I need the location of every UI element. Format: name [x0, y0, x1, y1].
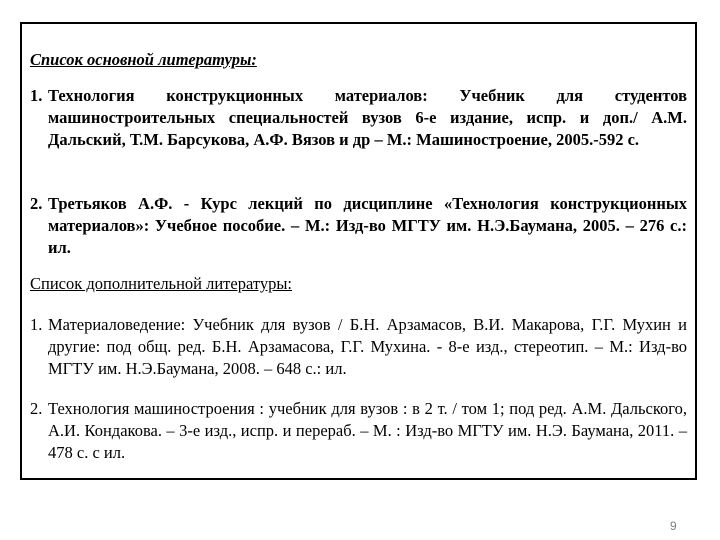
main-literature-item-2 [30, 193, 687, 259]
page-number: 9 [670, 519, 677, 533]
main-literature-heading: Список основной литературы: [30, 50, 257, 69]
list-item-number: 2. [30, 399, 43, 418]
list-item-text: Материаловедение: Учебник для вузов / Б.Н. Арзамасов, В.И. Макарова, Г.Г. Мухин и другие: под общ. ред. Б.Н. Арзамасова, Г.Г. Мухина. - 8-е изд., стереотип. – М.: Изд-во МГТУ им. Н.Э.Баумана, 2008. – 648 с.: ил. [48, 315, 687, 378]
additional-literature-heading: Список дополнительной литературы: [30, 274, 293, 293]
list-item-text: Технология конструкционных материалов: Учебник для студентов машиностроительных специальностей вузов 6-е издание, испр. и доп./ А.М. Дальский, Т.М. Барсукова, А.Ф. Вязов и др – М.: Машиностроение, 2005.-592 с. [48, 86, 687, 149]
list-item-text: Третьяков А.Ф. - Курс лекций по дисциплине «Технология конструкционных материалов»: Учебное пособие. – М.: Изд-во МГТУ им. Н.Э.Баумана, 2005. – 276 с.: ил. [48, 194, 687, 257]
list-item-number: 1. [30, 315, 43, 334]
main-literature-item-1 [30, 85, 687, 151]
list-item-number: 2. [30, 194, 43, 213]
additional-literature-item-1 [30, 314, 687, 380]
list-item-number: 1. [30, 86, 43, 105]
list-item-text: Технология машиностроения : учебник для вузов : в 2 т. / том 1; под ред. А.М. Дальского, А.И. Кондакова. – 3-е изд., испр. и перераб. – М. : Изд-во МГТУ им. Н.Э. Баумана, 2011. – 478 с. с ил. [48, 399, 687, 462]
bibliography-frame [20, 22, 697, 480]
additional-literature-item-2 [30, 398, 687, 464]
